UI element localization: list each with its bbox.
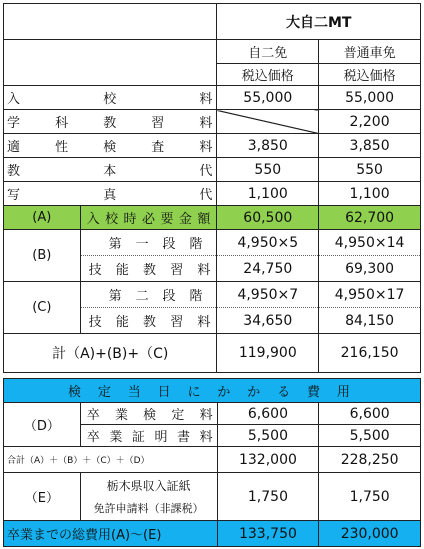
grand-total-1: 133,750 <box>217 521 319 547</box>
label-char: に <box>187 385 201 400</box>
fee-value-2: 3,850 <box>319 134 421 158</box>
fee-row-label <box>4 158 217 182</box>
label-char: 第 <box>108 237 122 252</box>
label-char: 料 <box>197 315 211 330</box>
fee-row <box>4 86 421 110</box>
d-row2-label <box>80 425 217 447</box>
label-char: 定 <box>97 385 111 400</box>
b-calc-2: 4,950×14 <box>319 230 421 256</box>
b-amount-1: 24,750 <box>217 256 319 282</box>
a-value-2: 62,700 <box>319 206 421 230</box>
col-header-license2: 普通車免 <box>319 40 421 64</box>
grand-total-label: 卒業までの総費用(A)～(E) <box>4 521 218 547</box>
code-c: (C) <box>4 282 81 334</box>
label-char: 一 <box>135 237 149 252</box>
col-header-license1: 自二免 <box>217 40 319 64</box>
d-value-2b: 5,500 <box>319 425 421 447</box>
label-char: 額 <box>197 212 211 227</box>
c-amount-1: 34,650 <box>217 308 319 334</box>
label-char: 第 <box>108 289 122 304</box>
label-char: 卒 <box>86 430 100 445</box>
fee-table-exam <box>3 378 421 547</box>
label-char: 教 <box>143 315 157 330</box>
b-amount-2: 69,300 <box>319 256 421 282</box>
total-label: 計（A)+(B)+（C) <box>4 334 217 373</box>
label-char: 業 <box>109 430 123 445</box>
label-char: 代 <box>199 164 213 179</box>
fee-row-label <box>4 110 217 134</box>
label-char: 校 <box>105 212 119 227</box>
label-char: 校 <box>103 92 117 107</box>
label-char: 金 <box>178 212 192 227</box>
label-char: 入 <box>7 92 21 107</box>
label-char: 業 <box>114 408 128 423</box>
subtotal-value-2: 228,250 <box>319 447 421 473</box>
e-value-2: 1,750 <box>319 473 421 521</box>
a-value-1: 60,500 <box>217 206 319 230</box>
label-char: 写 <box>7 188 21 203</box>
label-char: 査 <box>151 140 165 155</box>
e-label <box>80 473 217 521</box>
label-char: 能 <box>115 315 129 330</box>
label-char: 能 <box>115 263 129 278</box>
label-char: 時 <box>123 212 137 227</box>
label-char: 本 <box>103 164 117 179</box>
fee-value-1 <box>217 110 319 134</box>
b-lesson-label <box>80 256 217 282</box>
label-char: 真 <box>103 188 117 203</box>
label-char: 教 <box>143 263 157 278</box>
tax-label-1: 税込価格 <box>217 64 319 86</box>
fee-row-label <box>4 86 217 110</box>
c-lesson-label <box>80 308 217 334</box>
d-row1-label <box>80 403 217 425</box>
label-a <box>80 206 217 230</box>
fee-value-2: 55,000 <box>319 86 421 110</box>
label-char: 検 <box>103 140 117 155</box>
fee-row <box>4 110 421 134</box>
label-char: 段 <box>162 237 176 252</box>
fee-value-1: 55,000 <box>217 86 319 110</box>
c-amount-2: 84,150 <box>319 308 421 334</box>
fee-value-1: 3,850 <box>217 134 319 158</box>
label-char: 二 <box>135 289 149 304</box>
fee-row <box>4 134 421 158</box>
fee-value-2: 550 <box>319 158 421 182</box>
label-char: 必 <box>142 212 156 227</box>
label-char: か <box>217 385 231 400</box>
header-blank <box>4 4 217 40</box>
fee-value-1: 1,100 <box>217 182 319 206</box>
header-blank-3 <box>4 64 217 86</box>
label-char: 料 <box>197 263 211 278</box>
e-line2: 免許申請料（非課税） <box>93 502 204 515</box>
label-char: 習 <box>170 263 184 278</box>
d-value-1b: 5,500 <box>217 425 319 447</box>
d-value-2a: 6,600 <box>319 403 421 425</box>
label-char: 入 <box>86 212 100 227</box>
c-calc-2: 4,950×17 <box>319 282 421 308</box>
label-char: 教 <box>7 164 21 179</box>
label-char: 要 <box>160 212 174 227</box>
code-b: (B) <box>4 230 81 282</box>
tax-label-2: 税込価格 <box>319 64 421 86</box>
label-char: 性 <box>55 140 69 155</box>
c-calc-1: 4,950×7 <box>217 282 319 308</box>
e-value-1: 1,750 <box>217 473 319 521</box>
fee-table-main <box>3 3 421 373</box>
label-char: 料 <box>199 140 213 155</box>
label-char: 用 <box>336 385 350 400</box>
subtotal-label: 合計（A）＋（B）＋（C）＋（D） <box>4 447 218 473</box>
label-char: 代 <box>199 188 213 203</box>
subtotal-value-1: 132,000 <box>217 447 319 473</box>
fee-row <box>4 158 421 182</box>
label-char: 科 <box>55 116 69 131</box>
label-char: 日 <box>157 385 171 400</box>
exam-title <box>4 379 421 403</box>
label-char: 証 <box>131 430 145 445</box>
code-a: (A) <box>4 206 81 230</box>
label-char: 技 <box>88 263 102 278</box>
label-char: 習 <box>151 116 165 131</box>
c-stage-label <box>80 282 217 308</box>
fee-row <box>4 182 421 206</box>
label-char: 明 <box>154 430 168 445</box>
label-char: 教 <box>103 116 117 131</box>
label-char: 書 <box>177 430 191 445</box>
label-char: 適 <box>7 140 21 155</box>
fee-row-label <box>4 134 217 158</box>
label-char: 料 <box>199 408 213 423</box>
row-a-initial <box>4 206 421 230</box>
fee-value-2: 1,100 <box>319 182 421 206</box>
e-line1: 栃木県収入証紙 <box>106 479 191 493</box>
fee-value-1: 550 <box>217 158 319 182</box>
label-char: か <box>247 385 261 400</box>
header-blank-2 <box>4 40 217 64</box>
label-char: 階 <box>189 237 203 252</box>
label-char: 卒 <box>86 408 100 423</box>
fee-row-label <box>4 182 217 206</box>
label-char: 料 <box>199 116 213 131</box>
label-char: 料 <box>199 92 213 107</box>
total-value-1: 119,900 <box>217 334 319 373</box>
d-value-1a: 6,600 <box>217 403 319 425</box>
label-char: 費 <box>307 385 321 400</box>
total-value-2: 216,150 <box>319 334 421 373</box>
fee-value-2: 2,200 <box>319 110 421 134</box>
label-char: 学 <box>7 116 21 131</box>
label-char: 検 <box>68 385 82 400</box>
label-char: 技 <box>88 315 102 330</box>
grand-total-2: 230,000 <box>319 521 421 547</box>
course-title: 大自二MT <box>217 4 421 40</box>
label-char: 習 <box>170 315 184 330</box>
b-calc-1: 4,950×5 <box>217 230 319 256</box>
label-char: 定 <box>171 408 185 423</box>
code-e: （E） <box>4 473 81 521</box>
label-char: る <box>277 385 291 400</box>
label-char: 段 <box>162 289 176 304</box>
b-stage-label <box>80 230 217 256</box>
label-char: 階 <box>189 289 203 304</box>
label-char: 当 <box>127 385 141 400</box>
code-d: （D） <box>4 403 81 447</box>
label-char: 検 <box>143 408 157 423</box>
label-char: 料 <box>199 430 213 445</box>
